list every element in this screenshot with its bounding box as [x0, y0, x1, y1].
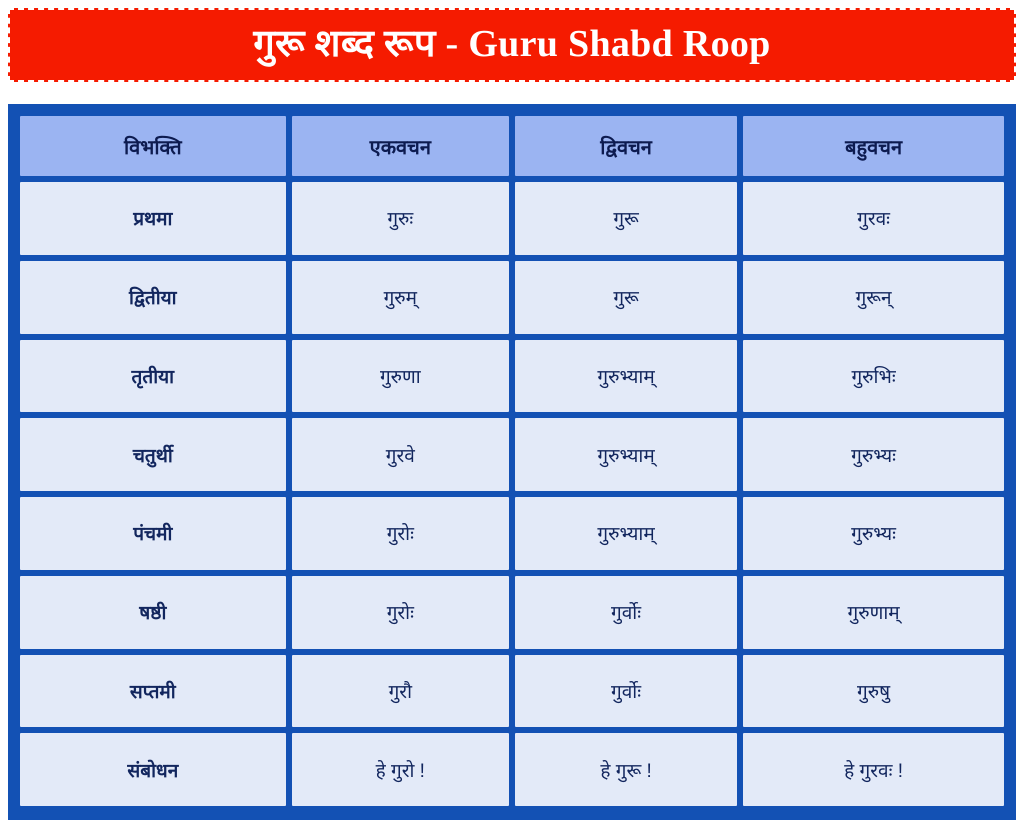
case-name: संबोधन: [20, 733, 286, 806]
declension-table-container: [8, 104, 1016, 820]
table-row: [20, 182, 1004, 255]
form-dual: गुर्वोः: [515, 576, 737, 649]
form-plural: हे गुरवः !: [743, 733, 1004, 806]
case-name: पंचमी: [20, 497, 286, 570]
form-plural: गुरुणाम्: [743, 576, 1004, 649]
case-name: द्वितीया: [20, 261, 286, 334]
form-dual: गुरुभ्याम्: [515, 340, 737, 413]
table-row: [20, 733, 1004, 806]
column-header-dvivachan: द्विवचन: [515, 116, 737, 176]
form-dual: हे गुरू !: [515, 733, 737, 806]
table-row: [20, 261, 1004, 334]
column-header-bahuvachan: बहुवचन: [743, 116, 1004, 176]
table-row: [20, 576, 1004, 649]
form-singular: गुरुः: [292, 182, 509, 255]
form-dual: गुरुभ्याम्: [515, 497, 737, 570]
form-plural: गुरुभिः: [743, 340, 1004, 413]
form-singular: गुरुम्: [292, 261, 509, 334]
form-singular: गुरोः: [292, 576, 509, 649]
table-row: [20, 655, 1004, 728]
form-plural: गुरुभ्यः: [743, 418, 1004, 491]
case-name: चतुर्थी: [20, 418, 286, 491]
form-dual: गुरुभ्याम्: [515, 418, 737, 491]
form-plural: गुरुषु: [743, 655, 1004, 728]
form-singular: गुरौ: [292, 655, 509, 728]
form-singular: गुरुणा: [292, 340, 509, 413]
page-title: गुरू शब्द रूप - Guru Shabd Roop: [253, 23, 771, 66]
form-plural: गुरून्: [743, 261, 1004, 334]
shabd-roop-page: [0, 8, 1024, 828]
case-name: प्रथमा: [20, 182, 286, 255]
form-dual: गुरू: [515, 261, 737, 334]
form-singular: गुरोः: [292, 497, 509, 570]
table-header-row: [20, 116, 1004, 176]
case-name: सप्तमी: [20, 655, 286, 728]
form-plural: गुरवः: [743, 182, 1004, 255]
declension-table: [14, 110, 1010, 812]
title-banner: [8, 8, 1016, 82]
form-dual: गुर्वोः: [515, 655, 737, 728]
form-dual: गुरू: [515, 182, 737, 255]
column-header-ekvachan: एकवचन: [292, 116, 509, 176]
table-row: [20, 340, 1004, 413]
table-row: [20, 497, 1004, 570]
form-singular: गुरवे: [292, 418, 509, 491]
case-name: षष्ठी: [20, 576, 286, 649]
table-row: [20, 418, 1004, 491]
column-header-vibhakti: विभक्ति: [20, 116, 286, 176]
form-singular: हे गुरो !: [292, 733, 509, 806]
form-plural: गुरुभ्यः: [743, 497, 1004, 570]
case-name: तृतीया: [20, 340, 286, 413]
